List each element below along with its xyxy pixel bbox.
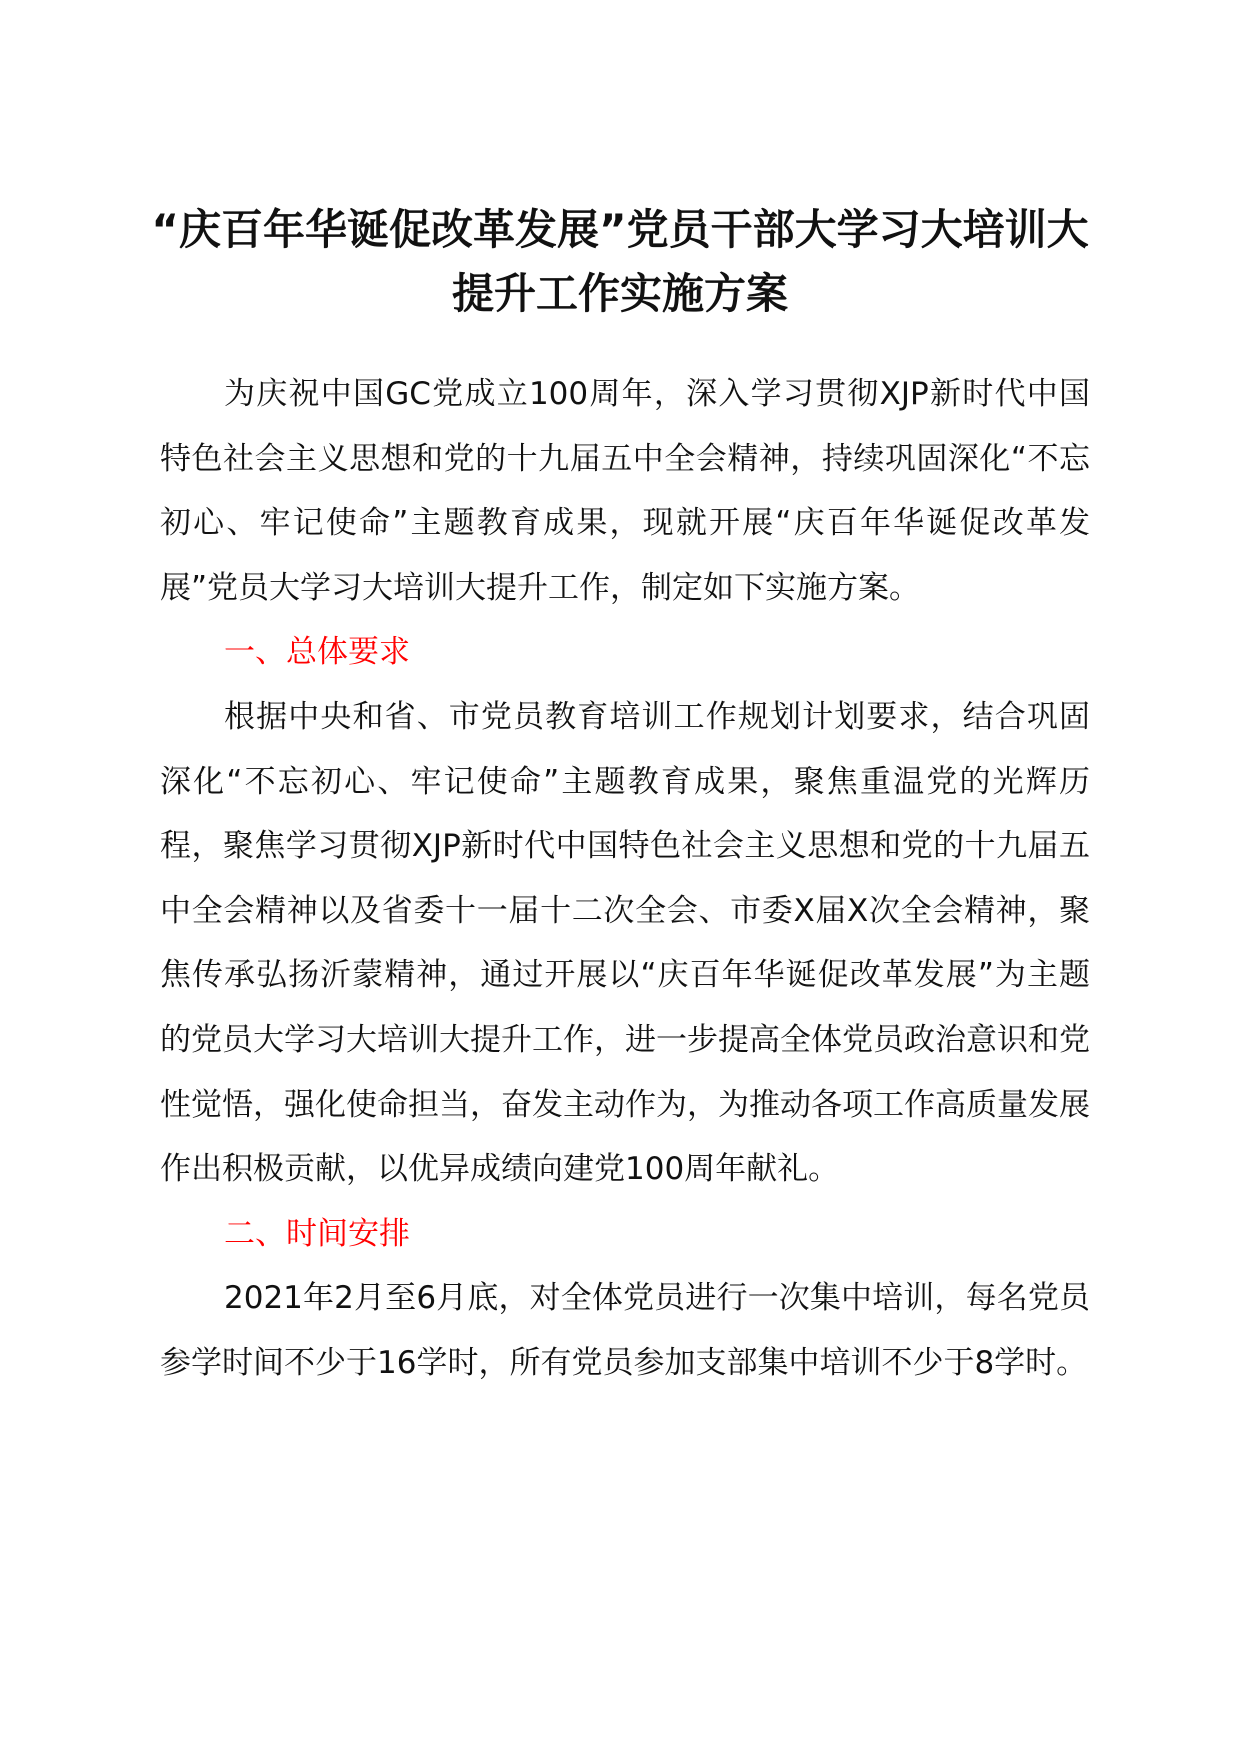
section-heading-general-requirements: 一、总体要求 xyxy=(224,634,410,671)
schedule-paragraph: 2021年2月至6月底，对全体党员进行一次集中培训，每名党员参学时间不少于16学时，所有党员参加支部集中培训不少于8学时。 xyxy=(160,1280,1090,1381)
general-requirements-paragraph: 根据中央和省、市党员教育培训工作规划计划要求，结合巩固深化“不忘初心、牢记使命”主题教育成果，聚焦重温党的光辉历程，聚焦学习贯彻XJP新时代中国特色社会主义思想和党的十九届五中全会精神以及省委十一届十二次全会、市委X届X次全会精神，聚焦传承弘扬沂蒙精神，通过开展以“庆百年华诞促改革发展”为主题的党员大学习大培训大提升工作，进一步提高全体党员政治意识和党性觉悟，强化使命担当，奋发主动作为，为推动各项工作高质量发展作出积极贡献，以优异成绩向建党100周年献礼。 xyxy=(160,698,1090,1188)
intro-paragraph: 为庆祝中国GC党成立100周年，深入学习贯彻XJP新时代中国特色社会主义思想和党的十九届五中全会精神，持续巩固深化“不忘初心、牢记使命”主题教育成果，现就开展“庆百年华诞促改革发展”党员大学习大培训大提升工作，制定如下实施方案。 xyxy=(160,376,1090,606)
document-body xyxy=(160,362,1090,1396)
document-title: “庆百年华诞促改革发展”党员干部大学习大培训大提升工作实施方案 xyxy=(151,205,1089,318)
section-heading-schedule: 二、时间安排 xyxy=(224,1215,410,1252)
